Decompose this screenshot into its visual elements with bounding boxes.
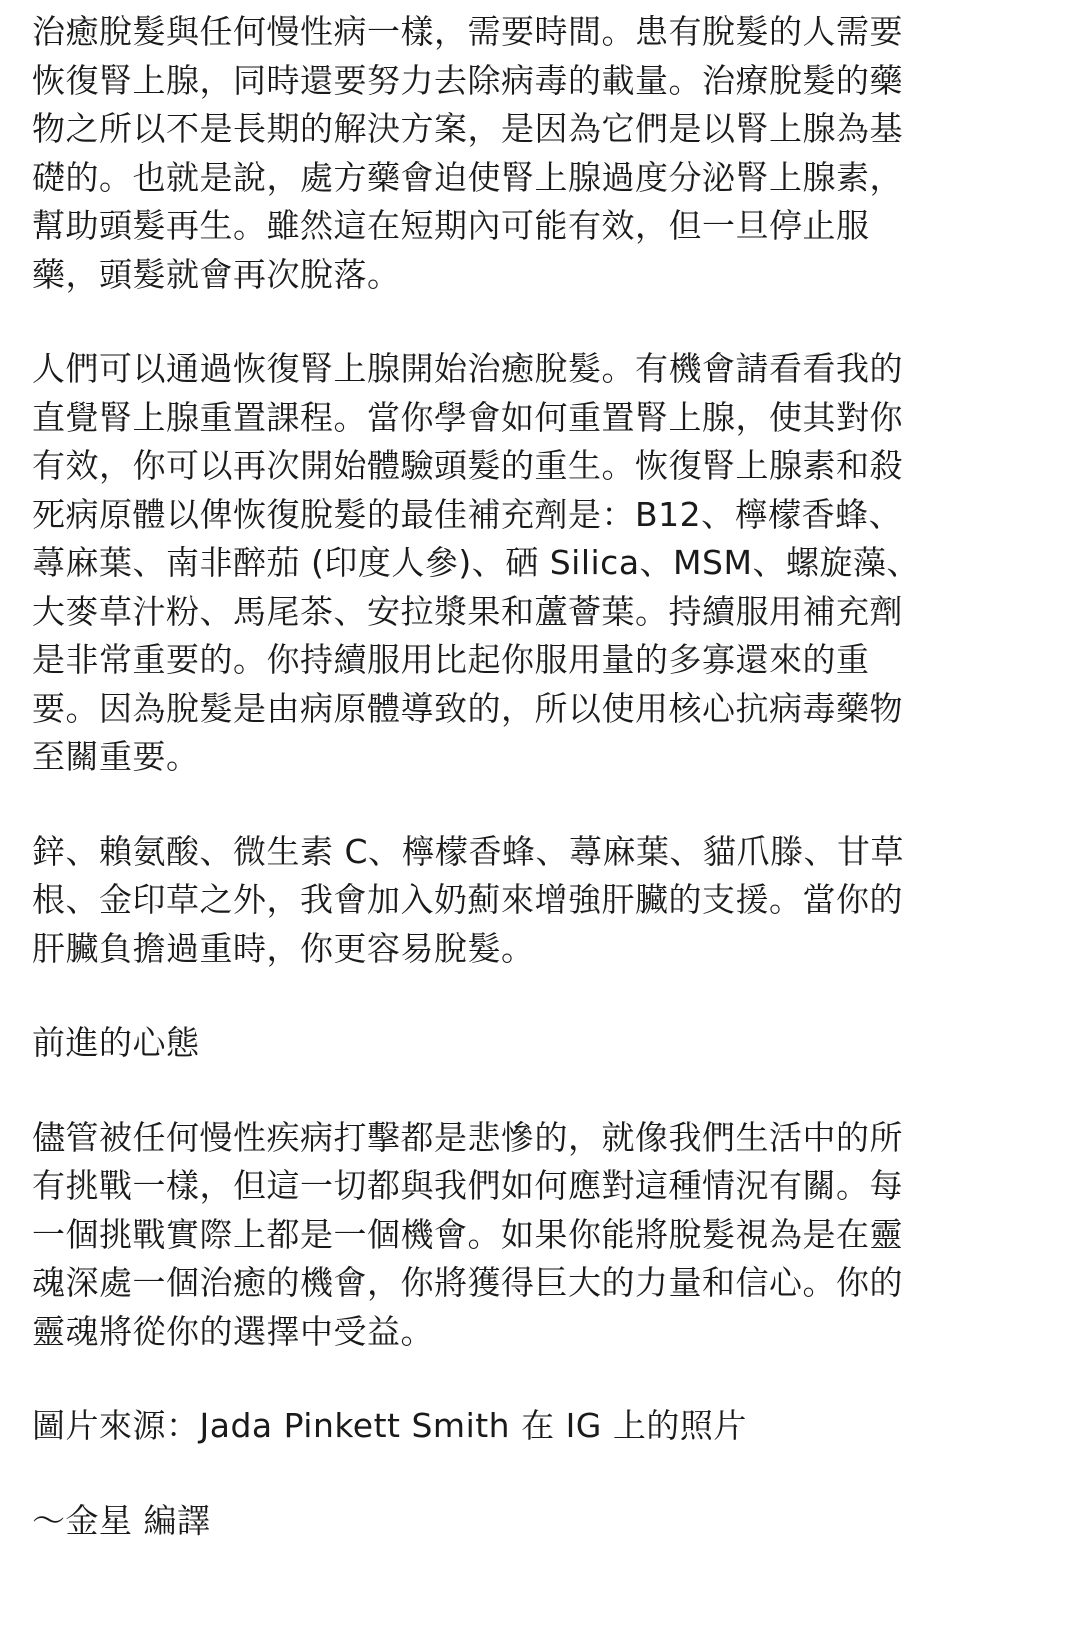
text-line: 魂深處一個治癒的機會，你將獲得巨大的力量和信心。你的	[32, 1263, 903, 1302]
text-line: 治癒脫髮與任何慢性病一樣，需要時間。患有脫髮的人需要	[32, 12, 903, 51]
text-line: 直覺腎上腺重置課程。當你學會如何重置腎上腺，使其對你	[32, 397, 903, 437]
section-heading: 前進的心態	[32, 1023, 200, 1062]
text-line: 物之所以不是長期的解決方案，是因為它們是以腎上腺為基	[32, 109, 903, 148]
paragraph-supplements	[32, 345, 1052, 782]
article	[32, 8, 1052, 1591]
text-line: 有挑戰一樣，但這一切都與我們如何應對這種情況有關。每	[32, 1166, 903, 1205]
translator-signature: ～金星 編譯	[32, 1500, 211, 1540]
text-line: 恢復腎上腺，同時還要努力去除病毒的載量。治療脫髮的藥	[32, 60, 903, 100]
paragraph-hair-loss-treatment	[32, 8, 1052, 299]
text-line: 靈魂將從你的選擇中受益。	[32, 1311, 434, 1351]
text-line: 肝臟負擔過重時，你更容易脫髮。	[32, 928, 535, 968]
text-line: 儘管被任何慢性疾病打擊都是悲慘的，就像我們生活中的所	[32, 1117, 903, 1157]
paragraph-mindset	[32, 1114, 1052, 1357]
text-line: 至關重要。	[32, 737, 200, 776]
text-line: 鋅、賴氨酸、微生素 C、檸檬香蜂、蕁麻葉、貓爪滕、甘草	[32, 831, 905, 871]
text-line: 人們可以通過恢復腎上腺開始治癒脫髮。有機會請看看我的	[32, 349, 903, 388]
text-line: 要。因為脫髮是由病原體導致的，所以使用核心抗病毒藥物	[32, 688, 903, 728]
image-credit: 圖片來源：Jada Pinkett Smith 在 IG 上的照片	[32, 1406, 747, 1445]
text-line: 有效，你可以再次開始體驗頭髮的重生。恢復腎上腺素和殺	[32, 446, 903, 485]
text-line: 根、金印草之外，我會加入奶薊來增強肝臟的支援。當你的	[32, 880, 903, 919]
paragraph-liver-support	[32, 828, 1052, 974]
text-line: 礎的。也就是說，處方藥會迫使腎上腺過度分泌腎上腺素，	[32, 157, 903, 197]
text-line: 大麥草汁粉、馬尾茶、安拉漿果和蘆薈葉。持續服用補充劑	[32, 591, 903, 631]
text-line: 一個挑戰實際上都是一個機會。如果你能將脫髮視為是在靈	[32, 1214, 903, 1254]
text-line: 是非常重要的。你持續服用比起你服用量的多寡還來的重	[32, 640, 870, 679]
text-line: 蕁麻葉、南非醉茄 (印度人參)、硒 Silica、MSM、螺旋藻、	[32, 543, 920, 582]
text-line: 幫助頭髮再生。雖然這在短期內可能有效，但一旦停止服	[32, 206, 870, 245]
text-line: 死病原體以俾恢復脫髮的最佳補充劑是：B12、檸檬香蜂、	[32, 494, 903, 534]
text-line: 藥，頭髮就會再次脫落。	[32, 254, 401, 294]
